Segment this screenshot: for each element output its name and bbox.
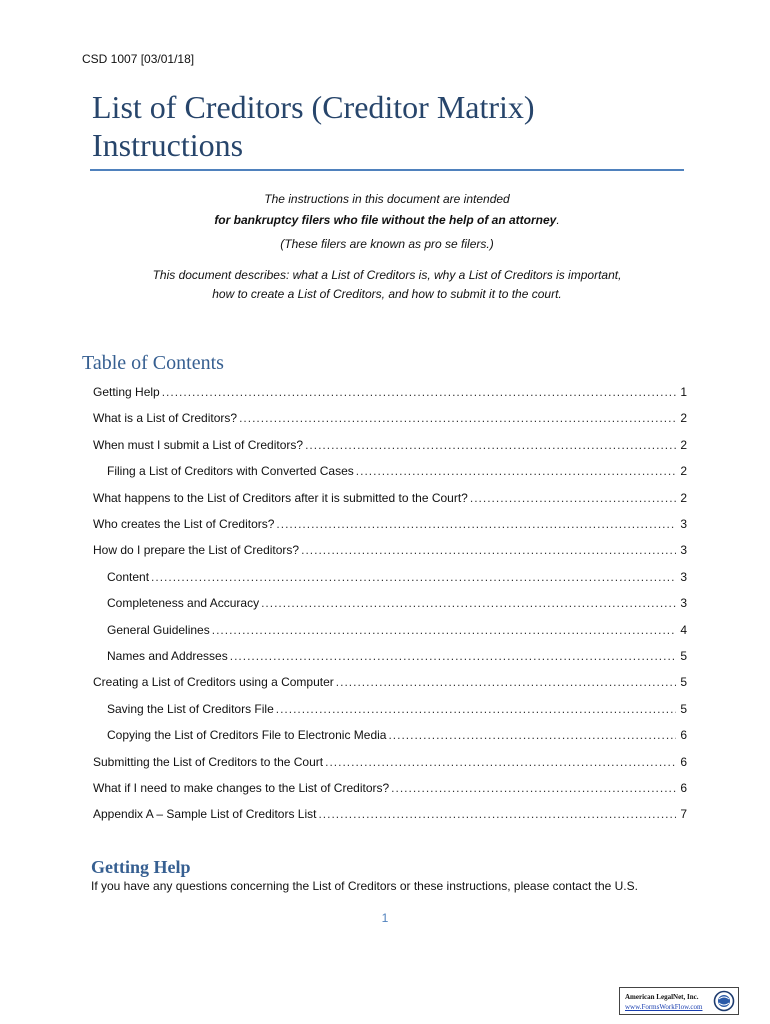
toc-leader-dots (261, 596, 676, 610)
toc-entry[interactable] (107, 649, 687, 667)
toc-title: Table of Contents (82, 352, 224, 374)
toc-entry-label: Content (107, 570, 150, 584)
toc-leader-dots (388, 728, 676, 742)
toc-entry-label: When must I submit a List of Creditors? (93, 438, 304, 452)
toc-entry[interactable] (93, 491, 687, 509)
toc-entry-label: Names and Addresses (107, 649, 228, 663)
toc-entry[interactable] (93, 675, 687, 693)
stamp-link[interactable]: www.FormsWorkFlow.com (625, 1003, 703, 1011)
toc-entry-label: Creating a List of Creditors using a Computer (93, 675, 334, 689)
toc-entry-label: Getting Help (93, 385, 160, 399)
form-id: CSD 1007 [03/01/18] (82, 52, 195, 66)
toc-entry-page: 2 (680, 491, 687, 505)
toc-entry-label: How do I prepare the List of Creditors? (93, 543, 300, 557)
toc-entry-page: 2 (680, 438, 687, 452)
toc-entry[interactable] (107, 464, 687, 482)
toc-leader-dots (318, 807, 676, 821)
toc-entry-page: 2 (680, 464, 687, 478)
toc-entry[interactable] (93, 807, 687, 825)
publisher-stamp[interactable] (619, 987, 739, 1015)
toc-entry-label: General Guidelines (107, 623, 210, 637)
toc-entry[interactable] (93, 411, 687, 429)
toc-entry-label: Submitting the List of Creditors to the Court (93, 755, 324, 769)
toc-entry-label: Appendix A – Sample List of Creditors List (93, 807, 317, 821)
intro-period: . (556, 213, 560, 227)
toc-leader-dots (212, 623, 677, 637)
toc-leader-dots (276, 517, 676, 531)
title-line-1: List of Creditors (Creditor Matrix) (92, 89, 535, 125)
toc-entry[interactable] (107, 596, 687, 614)
toc-entry-page: 5 (680, 675, 687, 689)
page-number: 1 (381, 911, 389, 925)
toc-leader-dots (305, 438, 676, 452)
toc-entry[interactable] (93, 438, 687, 456)
title-divider (90, 169, 684, 171)
toc-entry-label: What happens to the List of Creditors after it is submitted to the Court? (93, 491, 468, 505)
stamp-publisher-name: American LegalNet, Inc. (625, 993, 699, 1001)
toc-leader-dots (151, 570, 676, 584)
toc-entry-label: Saving the List of Creditors File (107, 702, 274, 716)
toc-leader-dots (391, 781, 676, 795)
toc-leader-dots (470, 491, 676, 505)
toc-leader-dots (356, 464, 677, 478)
toc-entry[interactable] (107, 623, 687, 641)
toc-entry-label: What if I need to make changes to the List of Creditors? (93, 781, 390, 795)
toc-leader-dots (301, 543, 676, 557)
toc-entry[interactable] (107, 702, 687, 720)
toc-leader-dots (276, 702, 677, 716)
toc-entry[interactable] (107, 570, 687, 588)
toc-entry-page: 3 (680, 543, 687, 557)
toc-entry-page: 3 (680, 570, 687, 584)
toc-entry-label: Filing a List of Creditors with Converted Cases (107, 464, 354, 478)
globe-logo-icon (713, 990, 735, 1012)
toc-entry-page: 2 (680, 411, 687, 425)
toc-entry-page: 6 (680, 755, 687, 769)
toc-leader-dots (162, 385, 677, 399)
toc-entry-page: 7 (680, 807, 687, 821)
intro-line-4: This document describes: what a List of Creditors is, why a List of Creditors is important, (152, 268, 622, 282)
toc-entry-page: 3 (680, 596, 687, 610)
toc-leader-dots (325, 755, 676, 769)
intro-emphasis: for bankruptcy filers who file without the help of an attorney (214, 213, 557, 227)
toc-entry-label: Completeness and Accuracy (107, 596, 260, 610)
getting-help-text: If you have any questions concerning the List of Creditors or these instructions, please contact the U.S. (91, 879, 638, 893)
toc-entry-page: 6 (680, 781, 687, 795)
intro-line-1: The instructions in this document are intended (264, 192, 510, 206)
toc-entry-label: What is a List of Creditors? (93, 411, 238, 425)
toc-entry[interactable] (93, 517, 687, 535)
toc-entry[interactable] (93, 781, 687, 799)
toc-entry-page: 1 (680, 385, 687, 399)
page-title (92, 88, 692, 164)
toc-entry-page: 6 (680, 728, 687, 742)
toc-entry[interactable] (93, 755, 687, 773)
toc-entry-label: Who creates the List of Creditors? (93, 517, 275, 531)
title-line-2: Instructions (92, 127, 244, 163)
toc-entry[interactable] (93, 543, 687, 561)
toc-entry[interactable] (107, 728, 687, 746)
toc-leader-dots (239, 411, 676, 425)
section-heading-getting-help: Getting Help (91, 857, 191, 877)
toc-leader-dots (336, 675, 677, 689)
toc-entry-page: 5 (680, 649, 687, 663)
intro-line-2 (90, 213, 684, 227)
toc-entry[interactable] (93, 385, 687, 403)
toc-entry-page: 5 (680, 702, 687, 716)
toc-leader-dots (230, 649, 677, 663)
toc-entry-label: Copying the List of Creditors File to Electronic Media (107, 728, 387, 742)
toc-entry-page: 3 (680, 517, 687, 531)
toc-entry-page: 4 (680, 623, 687, 637)
intro-line-3: (These filers are known as pro se filers.) (280, 237, 494, 251)
intro-line-5: how to create a List of Creditors, and how to submit it to the court. (212, 287, 562, 301)
